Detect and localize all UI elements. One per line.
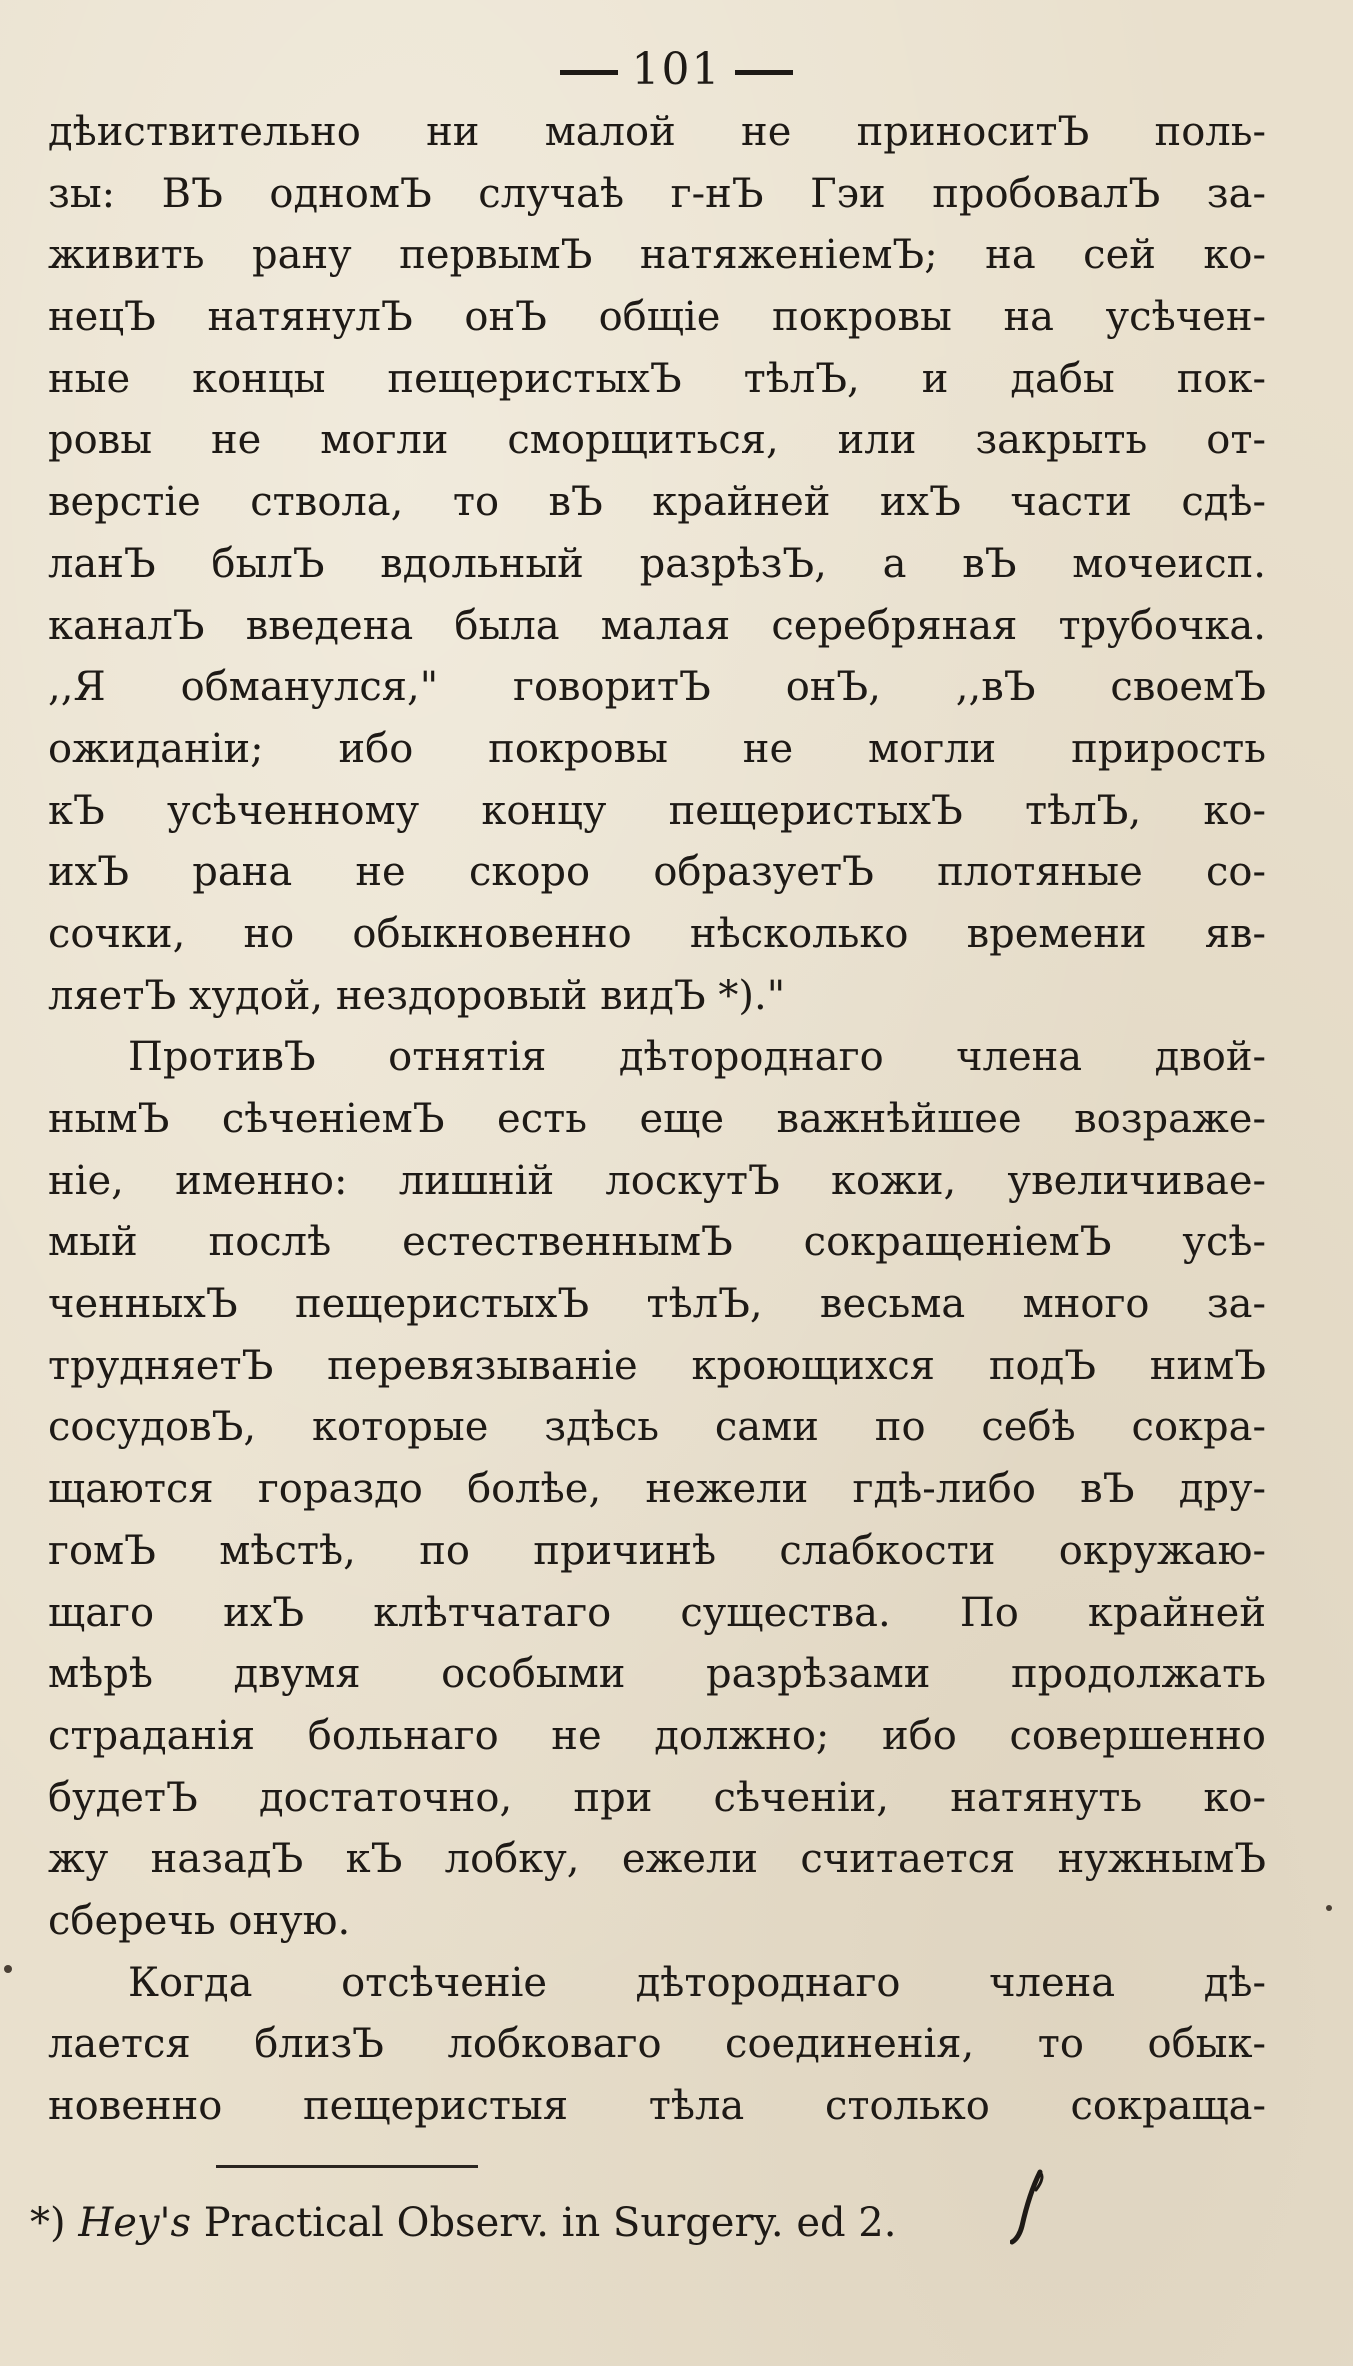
- ink-flourish-mark: [1010, 2168, 1050, 2248]
- text-line: щаго ихЪ клѣтчатаго существа. По крайней: [48, 1589, 1266, 1636]
- text-line: сберечь оную.: [48, 1897, 351, 1944]
- text-line: ченныхЪ пещеристыхЪ тѣлЪ, весьма много за-: [48, 1281, 1266, 1328]
- text-line: зы: ВЪ одномЪ случаѣ г-нЪ Гэи пробовалЪ за-: [48, 170, 1266, 217]
- text-line: ,,Я обманулся," говоритЪ онЪ, ,,вЪ своемЪ: [48, 664, 1266, 711]
- footnote-divider: [216, 2165, 478, 2168]
- text-line: мѣрѣ двумя особыми разрѣзами продолжать: [48, 1651, 1266, 1698]
- text-line: ровы не могли сморщиться, или закрыть от-: [48, 417, 1266, 464]
- text-line: ПротивЪ отнятія дѣтороднаго члена двой-: [128, 1034, 1266, 1081]
- text-line: мый послѣ естественнымЪ сокращеніемЪ усѣ-: [48, 1219, 1266, 1266]
- text-line: трудняетЪ перевязываніе кроющихся подЪ нимЪ: [48, 1342, 1266, 1389]
- paragraph: [48, 1027, 1266, 1952]
- text-line: ожиданіи; ибо покровы не могли прирость: [48, 725, 1266, 772]
- footnote-text: Practical Observ. in Surgery. ed 2.: [203, 2200, 897, 2246]
- text-line: Когда отсѣченіе дѣтороднаго члена дѣ-: [128, 1959, 1266, 2006]
- body-text: [48, 102, 1266, 2138]
- paper-speck: [1326, 1905, 1332, 1911]
- text-line: ніе, именно: лишній лоскутЪ кожи, увеличивае-: [48, 1157, 1266, 1204]
- paper-speck: [4, 1965, 12, 1973]
- text-line: сосудовЪ, которые здѣсь сами по себѣ сокра-: [48, 1404, 1266, 1451]
- paragraph: [48, 1953, 1266, 2138]
- text-line: нымЪ сѣченіемЪ есть еще важнѣйшее возраже-: [48, 1096, 1266, 1142]
- text-line: кЪ усѣченному концу пещеристыхЪ тѣлЪ, ко-: [48, 787, 1266, 834]
- footnote-marker: *): [30, 2200, 66, 2246]
- footnote: [30, 2195, 1230, 2251]
- text-line: ихЪ рана не скоро образуетЪ плотяные со-: [48, 849, 1266, 896]
- page-number: 101: [631, 44, 722, 95]
- text-line: верстіе ствола, то вЪ крайней ихЪ части сдѣ-: [48, 479, 1266, 526]
- text-line: страданія больнаго не должно; ибо совершенно: [48, 1712, 1266, 1759]
- text-line: каналЪ введена была малая серебряная трубочка.: [48, 602, 1266, 649]
- text-line: новенно пещеристыя тѣла столько сокраща-: [48, 2083, 1266, 2129]
- paragraph: [48, 102, 1266, 1027]
- header-dash-right: [735, 70, 793, 75]
- text-line: будетЪ достаточно, при сѣченіи, натянуть ко-: [48, 1774, 1266, 1821]
- footnote-author: Hey's: [78, 2200, 192, 2246]
- page-header: [0, 42, 1353, 98]
- text-line: гомЪ мѣстѣ, по причинѣ слабкости окружаю-: [48, 1527, 1266, 1574]
- text-line: ные концы пещеристыхЪ тѣлЪ, и дабы пок-: [48, 355, 1266, 402]
- text-line: сочки, но обыкновенно нѣсколько времени яв-: [48, 910, 1266, 957]
- text-line: щаются гораздо болѣе, нежели гдѣ-либо вЪ дру-: [48, 1466, 1266, 1513]
- header-dash-left: [560, 70, 618, 75]
- text-line: живить рану первымЪ натяженіемЪ; на сей ко-: [48, 232, 1266, 279]
- text-line: дѣиствительно ни малой не приноситЪ поль-: [48, 109, 1266, 155]
- text-line: лается близЪ лобковаго соединенія, то обык-: [48, 2021, 1266, 2068]
- text-line: ланЪ былЪ вдольный разрѣзЪ, а вЪ мочеисп.: [48, 540, 1266, 587]
- text-line: ляетЪ худой, нездоровый видЪ *).": [48, 972, 786, 1019]
- text-line: нецЪ натянулЪ онЪ общіе покровы на усѣчен-: [48, 294, 1266, 341]
- text-line: жу назадЪ кЪ лобку, ежели считается нужнымЪ: [48, 1836, 1266, 1883]
